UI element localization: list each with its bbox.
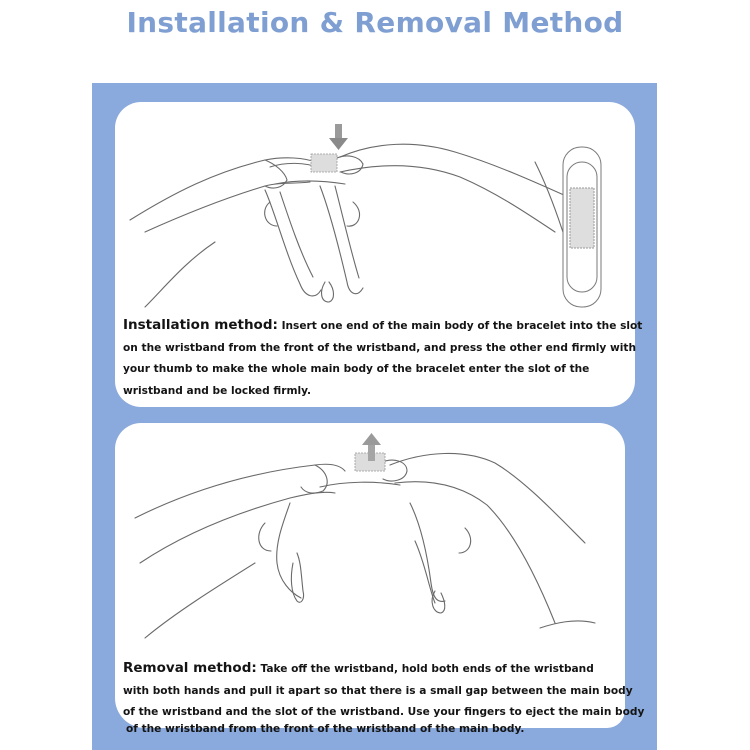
removal-line: of the wristband and the slot of the wristband. Use your fingers to eject the main body [123, 706, 645, 718]
removal-line: Take off the wristband, hold both ends of the wristband [256, 663, 594, 675]
left-hand-outline [130, 158, 315, 220]
removal-line: with both hands and pull it apart so that there is a small gap between the main body [123, 684, 633, 697]
installation-panel [115, 102, 643, 407]
watch-screen [311, 154, 337, 172]
wristband-right [410, 503, 445, 601]
installation-instructions [123, 315, 642, 402]
right-hand-outline [390, 453, 585, 543]
removal-panel [115, 423, 645, 728]
wristband-left [277, 503, 301, 598]
wristband-right [320, 186, 363, 294]
removal-illustration [115, 423, 625, 658]
arrow-down-icon [329, 124, 348, 150]
installation-line: Insert one end of the main body of the bracelet into the slot [277, 320, 643, 332]
installation-line: on the wristband from the front of the wristband, and press the other end firmly with [123, 341, 636, 354]
page-title: Installation & Removal Method [126, 6, 624, 39]
installation-illustration [115, 102, 635, 312]
tracker-device [563, 147, 601, 307]
installation-line: wristband and be locked firmly. [123, 384, 312, 397]
left-hand-outline [135, 464, 345, 518]
removal-instructions [123, 658, 644, 724]
removal-line: of the wristband from the front of the wristband of the main body. [126, 723, 525, 735]
installation-line: your thumb to make the whole main body of the bracelet enter the slot of the [123, 363, 590, 375]
wristband-left [265, 190, 321, 296]
installation-label: Installation method: [123, 317, 278, 333]
removal-label: Removal method: [123, 660, 257, 676]
